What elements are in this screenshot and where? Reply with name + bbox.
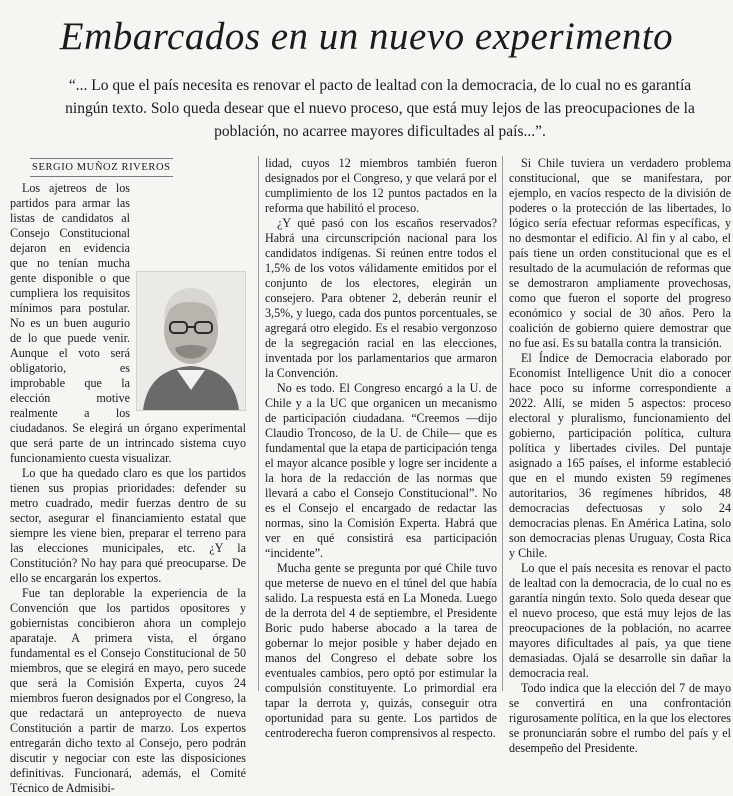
pull-quote: “... Lo que el país necesita es renovar el pacto de lealtad con la democracia, de lo cual no es garantía ningún texto. Solo queda desear que el nuevo proceso, que está muy lejos de las preocupaciones de la población, no acarree mayores dificultades al país...”.: [65, 77, 695, 140]
author-photo: [136, 271, 246, 411]
column-2: [258, 156, 497, 740]
paragraph: Lo que el país necesita es renovar el pacto de lealtad con la democracia, de lo cual no es garantía ningún texto. Solo queda desear que el nuevo proceso, que está muy lejos de las preocupaciones de la población, no acarree mayores dificultades al país, ya que tiene demasiadas. Ojalá se desarrolle sin dañar la democracia real.: [509, 561, 731, 680]
paragraph: Todo indica que la elección del 7 de mayo se convertirá en una confrontación rigurosamente política, en la que los electores se pronunciarán sobre el rumbo del país y el desempeño del Presidente.: [509, 681, 731, 755]
article-title: Embarcados en un nuevo experimento: [59, 15, 674, 58]
paragraph: Mucha gente se pregunta por qué Chile tuvo que meterse de nuevo en el túnel del que había salido. La respuesta está en La Moneda. Luego de la derrota del 4 de septiembre, el Presidente Boric pudo haberse abocado a la tarea de gobernar lo mejor posible y haber dejado en manos del Congreso el debate sobre los eventuales cambios, pero optó por estimular la compulsión constituyente. Lo primordial era tapar la derrota y, quizás, conseguir otra oportunidad para su gente. Los partidos de centroderecha fueron comprensivos al respecto.: [265, 561, 497, 740]
author-portrait-image: [137, 272, 245, 410]
paragraph: No es todo. El Congreso encargó a la U. de Chile y a la UC que organicen un mecanismo de participación ciudadana. “Creemos —dijo Claudio Troncoso, de la U. de Chile— que es fundamental que la etapa de participación tenga el mayor alcance posible y logre ser incidente a la hora de la redacción de las normas que llevará a cabo el Consejo Constitucional”. No es el Consejo el encargado de redactar las normas, sino la Comisión Experta. Habrá que ver en qué consistirá esa participación “incidente”.: [265, 381, 497, 560]
author-byline: SERGIO MUÑOZ RIVEROS: [30, 158, 173, 177]
column-1: [10, 158, 246, 795]
column-3: [502, 156, 731, 755]
paragraph: Si Chile tuviera un verdadero problema constitucional, que se manifestara, por ejemplo, en vacíos respecto de la división de poderes o la protección de las libertades, lo lógico sería efectuar reformas específicas, y no desmontar el edificio. Al fin y al cabo, el país tiene un orden constitucional que es el resultado de la acumulación de reformas que se demostraron ampliamente provechosas, como que fueron el soporte del progreso económico y social de 30 años. Pero la coalición de gobierno quiere demostrar que no fue así. Es su batalla contra la transición.: [509, 156, 731, 350]
paragraph: ¿Y qué pasó con los escaños reservados? Habrá una circunscripción nacional para los candidatos indígenas. Si reúnen entre todos el 1,5% de los votos válidamente emitidos por el conjunto de los electores, elegirán un consejero. Para obtener 2, deberán reunir el 3,5%, y luego, cada dos puntos porcentuales, se agregará otro elegido. Es el resabio vergonzoso de la segregación racial en las elecciones, inventada por los parlamentarios que armaron la Convención.: [265, 216, 497, 380]
paragraph: lidad, cuyos 12 miembros también fueron designados por el Congreso, y que velará por el cumplimiento de los 12 puntos pactados en la reforma que habilitó el proceso.: [265, 156, 497, 215]
paragraph: Fue tan deplorable la experiencia de la Convención que los partidos opositores y gobiernistas concibieron ahora un complejo aparataje. A primera vista, el órgano fundamental es el Consejo Constitucional de 50 miembros, que se elegirá en mayo, pero sucede que será la Comisión Experta, cuyos 24 miembros fueron designados por el Congreso, la que redactará un anteproyecto de nueva Constitución a partir de marzo. Los expertos entregarán dicho texto al Consejo, pero podrán discutir y negociar con este las disposiciones definitivas. Funcionará, además, el Comité Técnico de Admisibi-: [10, 586, 246, 795]
paragraph: El Índice de Democracia elaborado por Economist Intelligence Unit dio a conocer hace poco su informe correspondiente a 2022. Allí, se miden 5 aspectos: proceso electoral y pluralismo, funcionamiento del gobierno, participación política, cultura política y libertades civiles. Del puntaje asignado a 165 países, el informe estableció que en el mundo existen 59 regímenes autoritarios, 36 regímenes híbridos, 48 democracias defectuosas y solo 24 democracias plenas. En América Latina, solo son democracias plenas Uruguay, Costa Rica y Chile.: [509, 351, 731, 560]
paragraph: Los ajetreos de los partidos para armar las listas de candidatos al Consejo Constitucional dejaron en evidencia que no tenían mucha gente disponible o que cumpliera los requisitos mínimos para postular. No es un buen augurio de lo que puede venir. Aunque el voto será obligatorio, es improbable que la elección motive realmente a los ciudadanos. Se elegirá un órgano experimental que será parte de un intrincado sistema cuyo funcionamiento cuesta visualizar.: [10, 181, 246, 465]
paragraph: Lo que ha quedado claro es que los partidos tienen sus propias prioridades: defender su metro cuadrado, medir fuerzas dentro de su sector, asegurar el financiamiento estatal que siempre les viene bien, preparar el terreno para las elecciones municipales, etc. ¿Y la Constitución? No hay para qué preocuparse. De ello se encargarán los expertos.: [10, 466, 246, 585]
